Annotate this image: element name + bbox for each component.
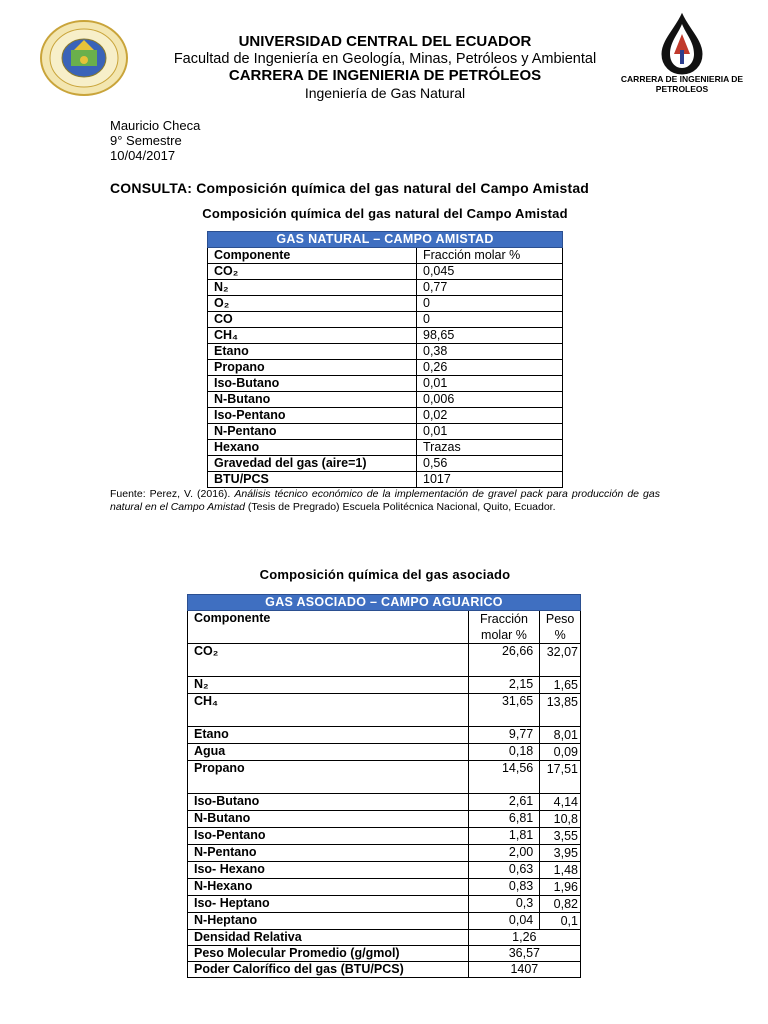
table1-component: Etano: [208, 344, 417, 360]
table2-summary-label: Densidad Relativa: [188, 930, 469, 946]
table1-value: 1017: [417, 472, 563, 488]
table2-row: [188, 694, 581, 727]
table1-value: 0,38: [417, 344, 563, 360]
table2-summary-row: [188, 962, 581, 978]
table2-fraction: 2,15: [468, 677, 540, 694]
table1-component: CH₄: [208, 328, 417, 344]
table1-value: 0: [417, 312, 563, 328]
table2-weight: 13,85: [540, 694, 581, 727]
table2-row: [188, 644, 581, 677]
table2-summary-label: Poder Calorífico del gas (BTU/PCS): [188, 962, 469, 978]
table2-fraction: 26,66: [468, 644, 540, 677]
table1-value: 0,02: [417, 408, 563, 424]
author-name: Mauricio Checa: [110, 118, 201, 133]
table1-row: [208, 264, 563, 280]
table2-row: [188, 845, 581, 862]
table1-component: Iso-Butano: [208, 376, 417, 392]
table2-row: [188, 727, 581, 744]
table1-row: [208, 472, 563, 488]
table2-weight: 0,09: [540, 744, 581, 761]
table1-row: [208, 408, 563, 424]
table2-weight: 0,1: [540, 913, 581, 930]
table2-weight: 10,8: [540, 811, 581, 828]
table2-header: GAS ASOCIADO – CAMPO AGUARICO: [188, 595, 581, 611]
table2-row: [188, 862, 581, 879]
table1-value: 0,77: [417, 280, 563, 296]
subject-name: Ingeniería de Gas Natural: [304, 85, 466, 101]
table1-row: [208, 440, 563, 456]
table2-component: Iso-Pentano: [188, 828, 469, 845]
table2-fraction: 0,18: [468, 744, 540, 761]
consulta-title: CONSULTA: Composición química del gas natural del Campo Amistad: [110, 180, 590, 196]
table1-component: CO₂: [208, 264, 417, 280]
table2-summary-value: 36,57: [468, 946, 580, 962]
table1-caption: Composición química del gas natural del Campo Amistad: [202, 206, 568, 221]
table1-col-fraction: Fracción molar %: [417, 248, 563, 264]
table2-fraction: 0,3: [468, 896, 540, 913]
table2-component: N₂: [188, 677, 469, 694]
table2-fraction: 0,63: [468, 862, 540, 879]
associated-gas-table: [187, 594, 581, 978]
table1-row: [208, 424, 563, 440]
career-name: CARRERA DE INGENIERIA DE PETRÓLEOS: [228, 67, 542, 84]
table1-component: Iso-Pentano: [208, 408, 417, 424]
right-logo-line1: CARRERA DE INGENIERIA DE: [620, 74, 744, 84]
table2-component: N-Pentano: [188, 845, 469, 862]
table1-component: Hexano: [208, 440, 417, 456]
table2-component: Iso- Hexano: [188, 862, 469, 879]
table2-component: Etano: [188, 727, 469, 744]
table1-component: N₂: [208, 280, 417, 296]
table2-row: [188, 811, 581, 828]
table2-fraction: 14,56: [468, 761, 540, 794]
table2-weight: 17,51: [540, 761, 581, 794]
table2-summary-label: Peso Molecular Promedio (g/gmol): [188, 946, 469, 962]
table2-fraction: 2,00: [468, 845, 540, 862]
table2-col-component: Componente: [188, 611, 469, 644]
table2-summary-row: [188, 946, 581, 962]
author-date: 10/04/2017: [110, 148, 176, 163]
table2-weight: 3,95: [540, 845, 581, 862]
table2-row: [188, 744, 581, 761]
table2-weight: 4,14: [540, 794, 581, 811]
table1-component: O₂: [208, 296, 417, 312]
table1-component: Gravedad del gas (aire=1): [208, 456, 417, 472]
table2-summary-value: 1407: [468, 962, 580, 978]
table2-component: N-Heptano: [188, 913, 469, 930]
table2-fraction: 1,81: [468, 828, 540, 845]
table2-summary-value: 1,26: [468, 930, 580, 946]
right-logo-line2: PETROLEOS: [655, 84, 709, 94]
faculty-name: Facultad de Ingeniería en Geología, Minas, Petróleos y Ambiental: [173, 51, 597, 67]
table1-value: 98,65: [417, 328, 563, 344]
source-title: Análisis técnico económico de la implementación de gravel pack para producción de gas natural en el Campo Amistad: [110, 488, 660, 513]
table1-header: GAS NATURAL – CAMPO AMISTAD: [208, 232, 563, 248]
table2-summary-row: [188, 930, 581, 946]
table1-value: 0,045: [417, 264, 563, 280]
table2-row: [188, 794, 581, 811]
source-suffix: (Tesis de Pregrado) Escuela Politécnica Nacional, Quito, Ecuador.: [245, 500, 556, 513]
table1-row: [208, 328, 563, 344]
table1-component: BTU/PCS: [208, 472, 417, 488]
table2-weight: 3,55: [540, 828, 581, 845]
table2-row: [188, 677, 581, 694]
table2-row: [188, 896, 581, 913]
table2-component: N-Hexano: [188, 879, 469, 896]
table2-fraction: 9,77: [468, 727, 540, 744]
table2-component: N-Butano: [188, 811, 469, 828]
table1-component: N-Pentano: [208, 424, 417, 440]
table2-row: [188, 828, 581, 845]
table2-component: CO₂: [188, 644, 469, 677]
table2-weight: 1,65: [540, 677, 581, 694]
table2-weight: 0,82: [540, 896, 581, 913]
table2-row: [188, 879, 581, 896]
right-logo-text: [620, 74, 744, 94]
source-prefix: Fuente: Perez, V. (2016).: [110, 488, 235, 500]
table2-col-fraction: Fracción molar %: [468, 611, 540, 644]
table2-col-weight: Peso %: [540, 611, 581, 644]
table1-component: N-Butano: [208, 392, 417, 408]
table1-value: Trazas: [417, 440, 563, 456]
table1-row: [208, 392, 563, 408]
table1-col-component: Componente: [208, 248, 417, 264]
table2-row: [188, 761, 581, 794]
table1-value: 0,56: [417, 456, 563, 472]
table2-weight: 32,07: [540, 644, 581, 677]
table2-component: Agua: [188, 744, 469, 761]
table2-fraction: 0,04: [468, 913, 540, 930]
table1-component: CO: [208, 312, 417, 328]
author-semester: 9° Semestre: [110, 133, 182, 148]
natural-gas-table: [207, 231, 563, 488]
table2-component: Iso- Heptano: [188, 896, 469, 913]
table2-component: CH₄: [188, 694, 469, 727]
table1-row: [208, 456, 563, 472]
table1-row: [208, 376, 563, 392]
table1-row: [208, 280, 563, 296]
table2-weight: 1,96: [540, 879, 581, 896]
table2-fraction: 31,65: [468, 694, 540, 727]
table1-row: [208, 344, 563, 360]
table2-fraction: 0,83: [468, 879, 540, 896]
source-citation: [110, 488, 660, 513]
table2-weight: 8,01: [540, 727, 581, 744]
table1-value: 0,26: [417, 360, 563, 376]
table1-value: 0,006: [417, 392, 563, 408]
table2-component: Iso-Butano: [188, 794, 469, 811]
table1-row: [208, 360, 563, 376]
table1-value: 0,01: [417, 376, 563, 392]
table1-row: [208, 296, 563, 312]
table2-fraction: 6,81: [468, 811, 540, 828]
table2-component: Propano: [188, 761, 469, 794]
table1-component: Propano: [208, 360, 417, 376]
table1-row: [208, 312, 563, 328]
table2-caption: Composición química del gas asociado: [259, 567, 511, 582]
table1-value: 0,01: [417, 424, 563, 440]
table2-weight: 1,48: [540, 862, 581, 879]
university-seal-logo: [40, 20, 128, 96]
table2-row: [188, 913, 581, 930]
table2-fraction: 2,61: [468, 794, 540, 811]
table1-value: 0: [417, 296, 563, 312]
university-name: UNIVERSIDAD CENTRAL DEL ECUADOR: [238, 33, 532, 50]
